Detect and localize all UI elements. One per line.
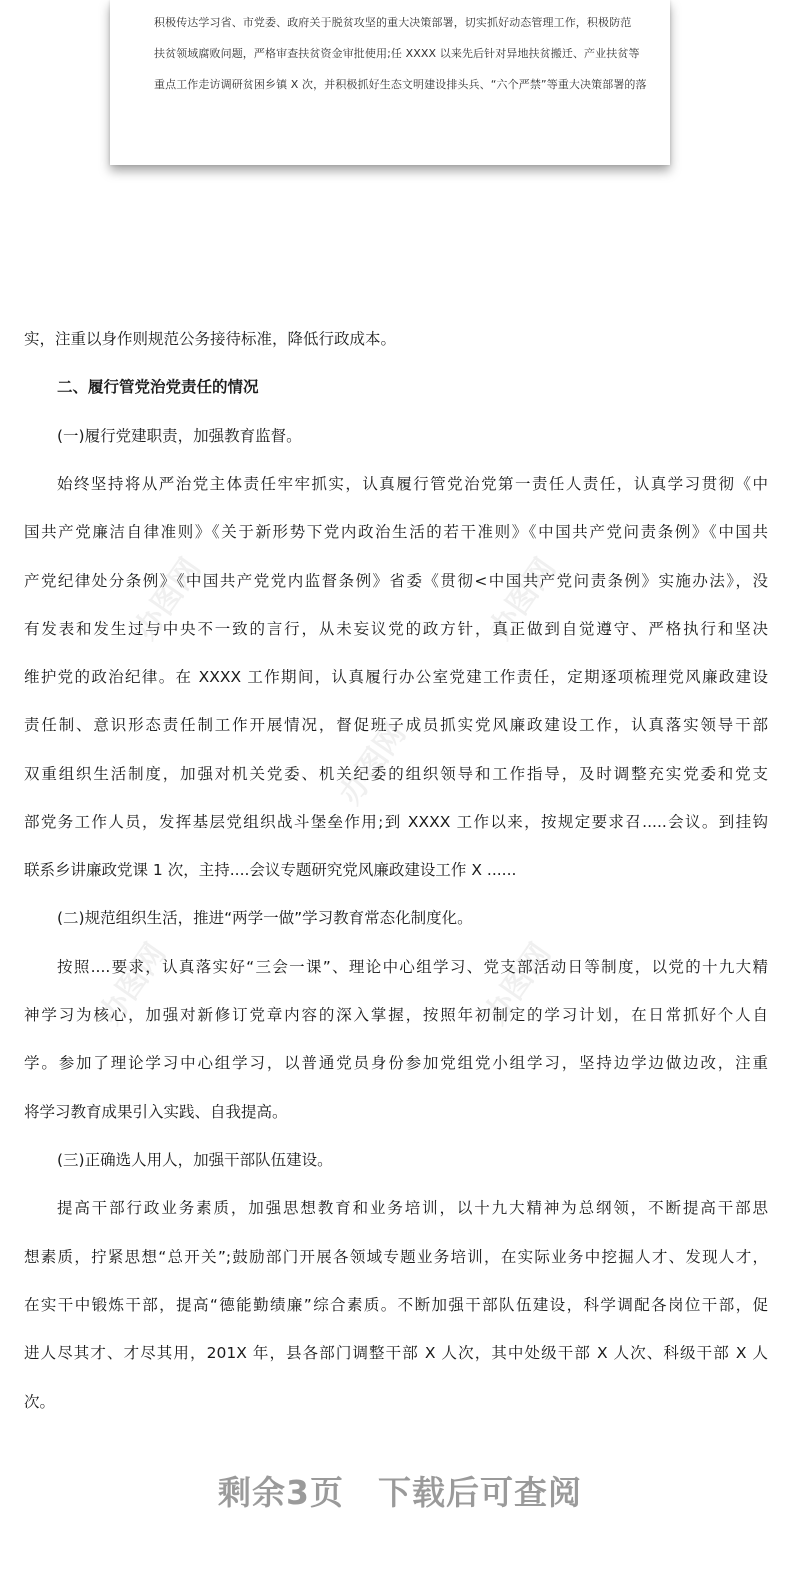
paragraph-line: 联系乡讲廉政党课 1 次，主持....会议专题研究党风廉政建设工作 X ...... xyxy=(24,861,517,879)
paragraph-line: 国共产党廉洁自律准则》《关于新形势下党内政治生活的若干准则》《中国共产党问责条例》《中国共 xyxy=(24,523,768,541)
paragraph-line: 责任制、意识形态责任制工作开展情况，督促班子成员抓实党风廉政建设工作，认真落实领导干部 xyxy=(24,716,768,734)
paragraph-line: 部党务工作人员，发挥基层党组织战斗堡垒作用;到 XXXX 工作以来，按规定要求召.....会议。到挂钩 xyxy=(24,813,768,831)
paragraph-line: 按照....要求，认真落实好“三会一课”、理论中心组学习、党支部活动日等制度，以党的十九大精 xyxy=(57,958,768,976)
preview-line: 扶贫领域腐败问题，严格审查扶贫资金审批使用;任 XXXX 以来先后针对异地扶贫搬迁、产业扶贫等 xyxy=(154,47,640,60)
paragraph-line: 有发表和发生过与中央不一致的言行，从未妄议党的政方针，真正做到自觉遵守、严格执行和坚决 xyxy=(24,620,768,638)
paragraph-line: 维护党的政治纪律。在 XXXX 工作期间，认真履行办公室党建工作责任，定期逐项梳理党风廉政建设 xyxy=(24,668,768,686)
paragraph-line: 提高干部行政业务素质，加强思想教育和业务培训，以十九大精神为总纲领，不断提高干部思 xyxy=(57,1199,768,1217)
document-preview-card xyxy=(110,0,670,165)
paragraph-line: 实，注重以身作则规范公务接待标准，降低行政成本。 xyxy=(24,330,397,348)
preview-line: 重点工作走访调研贫困乡镇 X 次，并积极抓好生态文明建设排头兵、“六个严禁”等重大决策部署的落 xyxy=(154,78,647,91)
download-to-read-more-button[interactable] xyxy=(0,1467,800,1514)
paragraph-line: 神学习为核心，加强对新修订党章内容的深入掌握，按照年初制定的学习计划，在日常抓好个人自 xyxy=(24,1006,768,1024)
subsection-heading: (一)履行党建职责，加强教育监督。 xyxy=(57,427,302,445)
paragraph-line: 始终坚持将从严治党主体责任牢牢抓实，认真履行管党治党第一责任人责任，认真学习贯彻《中 xyxy=(57,475,768,493)
watermark: 办图网 xyxy=(332,717,414,811)
paragraph-line: 在实干中锻炼干部，提高“德能勤绩廉”综合素质。不断加强干部队伍建设，科学调配各岗位干部，促 xyxy=(24,1296,768,1314)
paragraph-line: 将学习教育成果引入实践、自我提高。 xyxy=(24,1103,288,1121)
watermark: 办图网 xyxy=(127,552,209,646)
paragraph-line: 学。参加了理论学习中心组学习，以普通党员身份参加党组党小组学习，坚持边学边做边改，注重 xyxy=(24,1054,768,1072)
watermark: 办图网 xyxy=(482,552,564,646)
paragraph-line: 双重组织生活制度，加强对机关党委、机关纪委的组织领导和工作指导，及时调整充实党委和党支 xyxy=(24,765,768,783)
paragraph-line: 次。 xyxy=(24,1393,56,1411)
subsection-heading: (二)规范组织生活，推进“两学一做”学习教育常态化制度化。 xyxy=(57,909,473,927)
paragraph-line: 产党纪律处分条例》《中国共产党党内监督条例》省委《贯彻<中国共产党问责条例》实施办法》，没 xyxy=(24,572,768,590)
paragraph-line: 想素质，拧紧思想“总开关”;鼓励部门开展各领域专题业务培训，在实际业务中挖掘人才、发现人才， xyxy=(24,1248,768,1266)
download-label: 下载后可查阅 xyxy=(377,1473,582,1512)
subsection-heading: (三)正确选人用人，加强干部队伍建设。 xyxy=(57,1151,333,1169)
paragraph-line: 进人尽其才、才尽其用，201X 年，县各部门调整干部 X 人次，其中处级干部 X 人次、科级干部 X 人 xyxy=(24,1344,768,1362)
remaining-pages-label: 剩余3页 xyxy=(218,1473,344,1512)
watermark: 办图网 xyxy=(477,937,559,1031)
preview-line: 积极传达学习省、市党委、政府关于脱贫攻坚的重大决策部署，切实抓好动态管理工作，积极防范 xyxy=(154,16,632,29)
section-heading: 二、履行管党治党责任的情况 xyxy=(57,378,259,396)
watermark: 办图网 xyxy=(92,937,174,1031)
